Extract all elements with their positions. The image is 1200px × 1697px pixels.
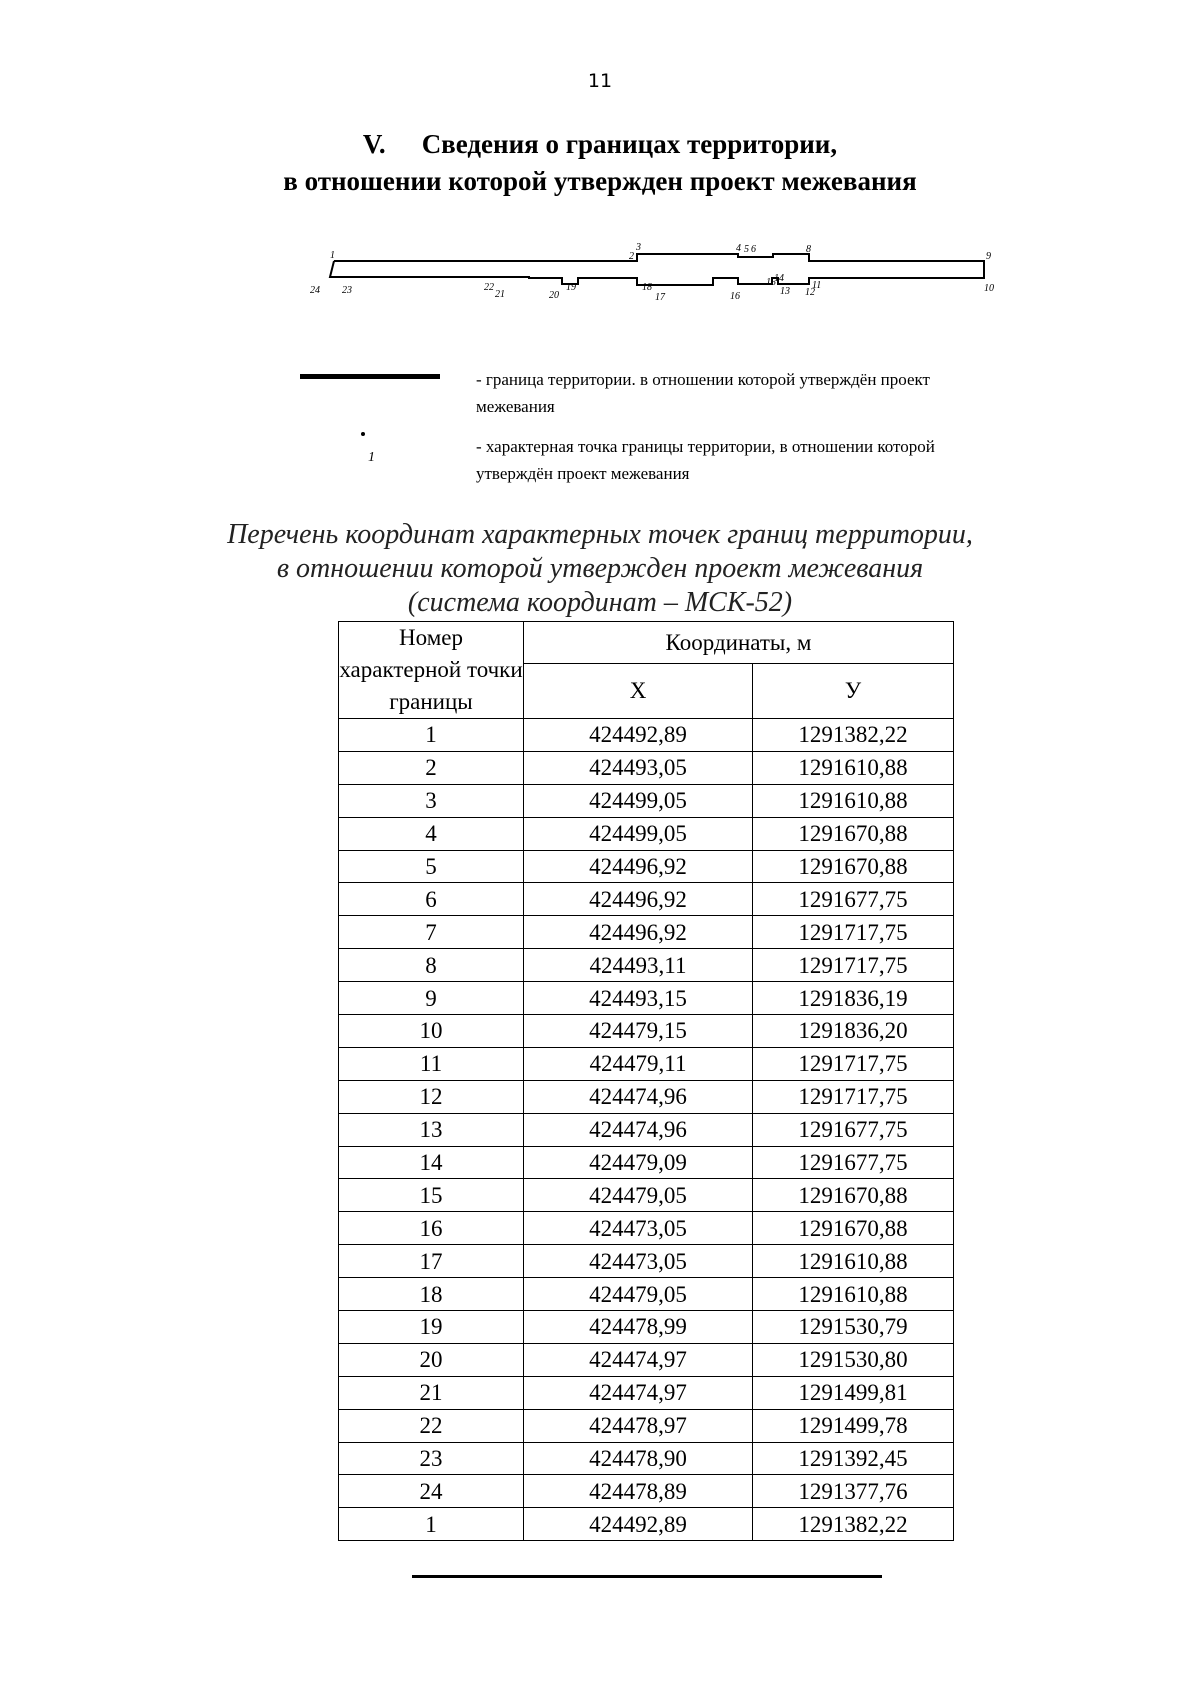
cell-x: 424479,09	[524, 1146, 753, 1179]
scheme-point-label: 8	[806, 244, 811, 255]
cell-x: 424479,11	[524, 1047, 753, 1080]
scheme-point-label: 1	[330, 250, 335, 261]
scheme-point-label: 14	[774, 273, 784, 284]
header-y: У	[753, 664, 954, 719]
table-row	[339, 1409, 954, 1442]
table-row	[339, 1508, 954, 1541]
table-row	[339, 949, 954, 982]
cell-x: 424479,15	[524, 1015, 753, 1048]
cell-point-number: 15	[339, 1179, 524, 1212]
scheme-point-label: 2	[629, 251, 634, 262]
cell-y: 1291670,88	[753, 817, 954, 850]
scheme-point-label: 12	[805, 287, 815, 298]
table-row	[339, 916, 954, 949]
table-row	[339, 1376, 954, 1409]
cell-y: 1291670,88	[753, 1212, 954, 1245]
header-x: X	[524, 664, 753, 719]
cell-x: 424496,92	[524, 916, 753, 949]
scheme-point-label: 23	[342, 285, 352, 296]
cell-x: 424473,05	[524, 1212, 753, 1245]
cell-x: 424474,97	[524, 1376, 753, 1409]
cell-point-number: 24	[339, 1475, 524, 1508]
cell-y: 1291677,75	[753, 1113, 954, 1146]
scheme-point-label: 4	[736, 243, 741, 254]
scheme-point-label: 24	[310, 285, 320, 296]
cell-x: 424492,89	[524, 719, 753, 752]
cell-y: 1291499,81	[753, 1376, 954, 1409]
cell-point-number: 14	[339, 1146, 524, 1179]
caption-line-3: (система координат – МСК-52)	[407, 587, 793, 618]
coordinates-table	[338, 621, 954, 1541]
section-number: V.	[362, 129, 386, 159]
cell-x: 424496,92	[524, 850, 753, 883]
cell-y: 1291717,75	[753, 1080, 954, 1113]
legend-boundary-text: - граница территории. в отношении которой утверждён проект межевания	[476, 370, 930, 416]
caption-line-1: Перечень координат характерных точек границ территории,	[227, 519, 973, 550]
cell-point-number: 1	[339, 719, 524, 752]
table-caption	[0, 518, 1200, 620]
table-row	[339, 1113, 954, 1146]
scheme-point-label: 18	[642, 282, 652, 293]
cell-x: 424496,92	[524, 883, 753, 916]
cell-x: 424473,05	[524, 1245, 753, 1278]
legend-point-label: 1	[368, 450, 375, 465]
cell-point-number: 7	[339, 916, 524, 949]
cell-point-number: 18	[339, 1278, 524, 1311]
cell-x: 424478,97	[524, 1409, 753, 1442]
table-row	[339, 1179, 954, 1212]
legend-point-text: - характерная точка границы территории, в отношении которой утверждён проект межевания	[476, 437, 935, 483]
cell-y: 1291499,78	[753, 1409, 954, 1442]
cell-y: 1291382,22	[753, 719, 954, 752]
cell-y: 1291610,88	[753, 784, 954, 817]
cell-point-number: 9	[339, 982, 524, 1015]
cell-x: 424478,99	[524, 1311, 753, 1344]
scheme-point-label: 21	[495, 289, 505, 300]
cell-point-number: 8	[339, 949, 524, 982]
cell-point-number: 19	[339, 1311, 524, 1344]
cell-y: 1291610,88	[753, 1245, 954, 1278]
table-row	[339, 1080, 954, 1113]
cell-point-number: 10	[339, 1015, 524, 1048]
table-row	[339, 1311, 954, 1344]
cell-x: 424493,11	[524, 949, 753, 982]
table-header-row	[339, 622, 954, 664]
table-row	[339, 1475, 954, 1508]
cell-point-number: 6	[339, 883, 524, 916]
cell-x: 424474,96	[524, 1113, 753, 1146]
cell-y: 1291610,88	[753, 751, 954, 784]
cell-y: 1291610,88	[753, 1278, 954, 1311]
cell-x: 424474,96	[524, 1080, 753, 1113]
table-row	[339, 1343, 954, 1376]
cell-y: 1291677,75	[753, 1146, 954, 1179]
cell-point-number: 12	[339, 1080, 524, 1113]
footer-rule	[412, 1575, 882, 1578]
table-row	[339, 1212, 954, 1245]
table-row	[339, 1047, 954, 1080]
section-heading-line-1	[0, 126, 1200, 163]
cell-x: 424499,05	[524, 817, 753, 850]
cell-point-number: 4	[339, 817, 524, 850]
section-title-1: Сведения о границах территории,	[421, 129, 838, 159]
point-dot-icon	[361, 432, 365, 436]
scheme-point-label: 22	[484, 282, 494, 293]
cell-y: 1291677,75	[753, 883, 954, 916]
legend-boundary-line	[300, 374, 440, 379]
cell-point-number: 5	[339, 850, 524, 883]
table-row	[339, 1245, 954, 1278]
cell-y: 1291530,79	[753, 1311, 954, 1344]
table-row	[339, 1278, 954, 1311]
table-body	[339, 719, 954, 1541]
scheme-point-label: 10	[984, 283, 994, 294]
scheme-point-label: 5	[744, 244, 749, 255]
section-heading	[0, 126, 1200, 200]
table-row	[339, 850, 954, 883]
scheme-point-label: 6	[751, 244, 756, 255]
cell-x: 424478,89	[524, 1475, 753, 1508]
cell-y: 1291717,75	[753, 1047, 954, 1080]
cell-point-number: 11	[339, 1047, 524, 1080]
scheme-point-label: 16	[730, 291, 740, 302]
header-point-number: Номер характерной точки границы	[339, 622, 524, 719]
table-row	[339, 817, 954, 850]
cell-x: 424493,15	[524, 982, 753, 1015]
cell-point-number: 22	[339, 1409, 524, 1442]
scheme-point-label: 3	[636, 242, 641, 253]
table-row	[339, 982, 954, 1015]
header-coordinates: Координаты, м	[524, 622, 954, 664]
scheme-point-label: 11	[812, 280, 822, 291]
legend-point-symbol	[360, 432, 380, 468]
cell-y: 1291717,75	[753, 916, 954, 949]
table-row	[339, 1015, 954, 1048]
cell-point-number: 13	[339, 1113, 524, 1146]
cell-y: 1291717,75	[753, 949, 954, 982]
section-title-2: в отношении которой утвержден проект межевания	[283, 166, 917, 196]
cell-point-number: 21	[339, 1376, 524, 1409]
cell-y: 1291377,76	[753, 1475, 954, 1508]
cell-point-number: 17	[339, 1245, 524, 1278]
cell-x: 424499,05	[524, 784, 753, 817]
table-row	[339, 1146, 954, 1179]
table-row	[339, 1442, 954, 1475]
cell-x: 424479,05	[524, 1179, 753, 1212]
cell-x: 424474,97	[524, 1343, 753, 1376]
cell-point-number: 23	[339, 1442, 524, 1475]
scheme-point-label: 9	[986, 251, 991, 262]
cell-point-number: 2	[339, 751, 524, 784]
cell-y: 1291670,88	[753, 1179, 954, 1212]
page-number: 11	[587, 70, 613, 92]
scheme-point-label: 13	[780, 286, 790, 297]
cell-y: 1291836,20	[753, 1015, 954, 1048]
boundary-line	[330, 254, 984, 285]
table-row	[339, 883, 954, 916]
cell-y: 1291382,22	[753, 1508, 954, 1541]
table-row	[339, 751, 954, 784]
cell-point-number: 20	[339, 1343, 524, 1376]
table-row	[339, 719, 954, 752]
scheme-point-label: 20	[549, 290, 559, 301]
cell-x: 424478,90	[524, 1442, 753, 1475]
cell-point-number: 16	[339, 1212, 524, 1245]
scheme-point-label: 19	[566, 282, 576, 293]
boundary-scheme	[304, 235, 994, 315]
scheme-point-label: 15	[766, 277, 776, 288]
table-row	[339, 784, 954, 817]
cell-y: 1291530,80	[753, 1343, 954, 1376]
cell-point-number: 3	[339, 784, 524, 817]
cell-x: 424479,05	[524, 1278, 753, 1311]
cell-x: 424492,89	[524, 1508, 753, 1541]
cell-y: 1291670,88	[753, 850, 954, 883]
cell-y: 1291392,45	[753, 1442, 954, 1475]
cell-point-number: 1	[339, 1508, 524, 1541]
scheme-point-label: 17	[655, 292, 665, 303]
cell-x: 424493,05	[524, 751, 753, 784]
caption-line-2: в отношении которой утвержден проект межевания	[276, 553, 924, 584]
cell-y: 1291836,19	[753, 982, 954, 1015]
